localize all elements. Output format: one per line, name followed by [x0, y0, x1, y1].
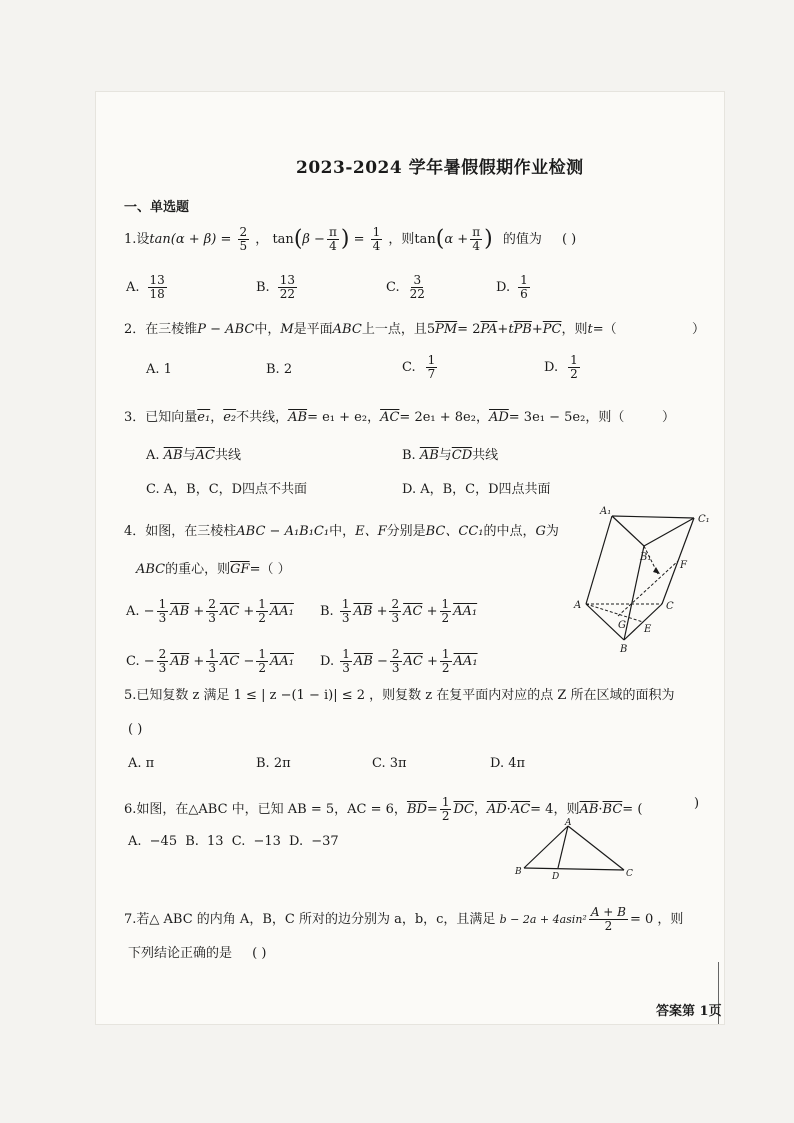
- q4-opt-c-s2: +: [193, 654, 205, 669]
- q4-opt-c-v1: $\overline{AB}$: [170, 654, 190, 669]
- q6-half: [440, 796, 452, 823]
- q1-pi-den-2: 4: [472, 239, 480, 253]
- q1-paren-close-2: ): [484, 226, 493, 252]
- q1-opt-a-num: 13: [149, 273, 165, 287]
- q4-opt-b-v3: AA₁: [453, 604, 478, 619]
- q2-m: M: [280, 322, 294, 337]
- q7-expr-a: b − 2a + 4asin²: [499, 913, 587, 926]
- q4-opt-b-f1: [340, 598, 352, 625]
- q3-stem-b: 不共线，: [236, 410, 289, 425]
- tri-label-a: A: [565, 818, 572, 828]
- q4-opt-a-f3: [256, 598, 268, 625]
- q4-opt-b-s3: +: [426, 604, 438, 619]
- q6-close-paren: ): [694, 796, 700, 811]
- q4-prism: ABC − A₁B₁C₁: [236, 524, 330, 539]
- q4-opt-a-v2: $\overline{AC}$: [219, 604, 240, 619]
- q4-opt-b-f1d: 3: [341, 611, 350, 625]
- q1-eq: =: [353, 232, 365, 247]
- q4-opt-a-label: A.: [126, 604, 140, 619]
- q1-b-inner: β −: [302, 232, 325, 247]
- q4-line1-c: 分别是: [386, 524, 426, 539]
- q3-vec-ad: $\overline{AD}$: [488, 410, 509, 425]
- q4-opt-c-f2n: 1: [208, 647, 216, 661]
- q3-vec-ac: $\overline{AC}$: [380, 410, 400, 425]
- q4-opt-c-f2: [206, 648, 218, 675]
- segment-a-d: [558, 826, 568, 868]
- q4-opt-d-f1d: 3: [342, 661, 350, 675]
- side-a-c: [568, 826, 624, 870]
- q2-stem-a: 2．在三棱锥: [124, 322, 198, 337]
- q3-option-c[interactable]: C. A，B，C，D四点不共面: [146, 482, 308, 497]
- q4-opt-d-f1: [340, 648, 352, 675]
- q3-opt-b-label: B.: [402, 448, 416, 463]
- tri-label-d: D: [552, 872, 560, 880]
- q2-opt-d-frac: [568, 354, 580, 381]
- q1-opt-b-frac: [278, 274, 297, 301]
- question-2-stem: [124, 322, 617, 338]
- q2-stem-f: =（: [592, 322, 617, 337]
- q4-opt-c-f3n: 1: [258, 647, 266, 661]
- q3-opt-a-tail: 共线: [214, 448, 241, 463]
- q4-opt-b-f3n: 1: [441, 597, 450, 611]
- triangle-figure: [512, 818, 642, 880]
- side-b-c: [524, 868, 624, 870]
- q3-ad-eq: = 3e₁ − 5e₂，则（: [508, 410, 625, 425]
- side-b-a: [524, 826, 568, 868]
- label-a: A: [574, 600, 582, 611]
- q6-sep: ，: [473, 802, 487, 817]
- q1-opt-c-num: 3: [413, 273, 422, 287]
- q2-option-d[interactable]: [544, 354, 582, 381]
- q4-option-a[interactable]: [126, 598, 294, 625]
- q4-line1-e: 为: [545, 524, 559, 539]
- q4-opt-b-f2: [389, 598, 401, 625]
- q3-ac-eq: = 2e₁ + 8e₂，: [399, 410, 489, 425]
- q4-opt-c-s3: −: [243, 654, 255, 669]
- label-c1: C₁: [698, 514, 710, 525]
- q7-expr-b: = 0: [629, 912, 654, 927]
- q1-a-inner: α +: [444, 232, 469, 247]
- q3-opt-b-tail: 共线: [472, 448, 499, 463]
- q6-stem-a: 6.如图，在△ABC 中，已知 AB = 5，AC = 6，: [124, 802, 407, 817]
- q1-opt-b-num: 13: [279, 273, 295, 287]
- q2-stem-b: 中，: [254, 322, 281, 337]
- q1-opt-d-frac: [518, 274, 530, 301]
- q4-opt-c-f1d: 3: [158, 661, 167, 675]
- q1-tan-b: tan: [272, 232, 294, 247]
- q1-pi-num: π: [328, 225, 337, 239]
- median-a-e: [586, 604, 643, 622]
- q4-g: G: [535, 524, 546, 539]
- q2-stem-d: 上一点，且: [361, 322, 427, 337]
- q3-option-a[interactable]: [146, 448, 241, 464]
- q5-answer-paren: ( ): [128, 722, 143, 737]
- q6-eq3: = (: [622, 802, 643, 817]
- q4-opt-a-f2n: 2: [208, 597, 216, 611]
- q1-opt-d-label: D.: [496, 280, 511, 295]
- q5-option-b[interactable]: B. 2π: [256, 756, 291, 771]
- q2-vec-pa: $\overline{PA}$: [480, 322, 498, 337]
- q1-paren-open: (: [293, 226, 303, 252]
- q4-opt-d-label: D.: [320, 654, 335, 669]
- q1-pi-num-2: π: [472, 225, 481, 239]
- q4-bc: BC、CC₁: [425, 524, 484, 539]
- q6-vec-ac: $\overline{AC}$: [510, 802, 531, 817]
- q1-frac-2-den: 4: [372, 239, 381, 253]
- q4-opt-a-v1: $\overline{AB}$: [170, 604, 190, 619]
- q2-stem-e: ，则: [561, 322, 588, 337]
- q4-opt-d-f3: [440, 648, 452, 675]
- q1-then: ，则: [388, 232, 415, 247]
- q2-stem-c: 是平面: [293, 322, 333, 337]
- q7-answer-paren: ( ): [252, 946, 267, 961]
- question-7-line-2: [128, 946, 266, 962]
- q4-opt-d-s3: +: [427, 654, 438, 669]
- q4-line1-a: 4．如图，在三棱柱: [124, 524, 237, 539]
- q2-opt-d-den: 2: [570, 367, 578, 381]
- q3-vec-e1: e₁: [197, 410, 211, 425]
- q4-opt-c-s1: −: [143, 654, 155, 669]
- question-5-stem: 5.已知复数 z 满足 1 ≤ | z −(1 − i)| ≤ 2 ，则复数 z 在复平面内对应的点 Z 所在区域的面积为: [124, 688, 675, 703]
- q4-opt-a-v3: AA₁: [269, 604, 294, 619]
- q1-opt-d-den: 6: [520, 287, 528, 301]
- q4-opt-a-f1: [157, 598, 169, 625]
- question-4-line-2: [136, 562, 291, 578]
- q4-opt-b-f3: [440, 598, 452, 625]
- q1-opt-b-den: 22: [279, 287, 295, 301]
- tri-label-b: B: [515, 867, 522, 877]
- q1-opt-a-frac: [148, 274, 167, 301]
- q7-stem-b: ，则: [657, 912, 684, 927]
- q1-pi-den: 4: [329, 239, 337, 253]
- tri-label-c: C: [626, 869, 633, 879]
- q4-opt-c-f3: [256, 648, 268, 675]
- q5-option-c[interactable]: C. 3π: [372, 756, 407, 771]
- q4-option-c[interactable]: [126, 648, 294, 675]
- q2-plus-2: +: [531, 322, 543, 337]
- q1-tail: 的值为: [502, 232, 542, 247]
- q1-opt-b-label: B.: [256, 280, 270, 295]
- q2-eq-b: = 2: [457, 322, 481, 337]
- q4-opt-c-label: C.: [126, 654, 140, 669]
- edge-b-c: [624, 604, 662, 640]
- label-c: C: [666, 601, 674, 612]
- question-7-line-1: [124, 906, 683, 933]
- q2-opt-c-label: C.: [402, 360, 416, 375]
- q4-opt-a-f3d: 2: [258, 611, 266, 625]
- question-4-line-1: [124, 524, 559, 540]
- edge-b1-c1: [644, 518, 694, 546]
- page-title: 2023-2024 学年暑假假期作业检测: [296, 158, 584, 178]
- q4-line1-d: 的中点，: [483, 524, 536, 539]
- q1-frac-1: [238, 226, 250, 253]
- q4-line1-b: 中，: [329, 524, 356, 539]
- label-g: G: [618, 620, 626, 631]
- q6-vec-ad: $\overline{AD}$: [486, 802, 507, 817]
- q2-pyramid: P − ABC: [197, 322, 255, 337]
- q3-stem: 3．已知向量: [124, 410, 198, 425]
- q3-option-d[interactable]: D. A，B，C，D四点共面: [402, 482, 551, 497]
- q1-option-b[interactable]: [256, 274, 299, 301]
- q3-opt-b-v1: $\overline{AB}$: [419, 448, 439, 463]
- q6-vec-bc: $\overline{BC}$: [602, 802, 623, 817]
- q3-option-b[interactable]: [402, 448, 498, 464]
- q4-opt-c-v3: AA₁: [269, 654, 294, 669]
- q1-frac-2: [371, 226, 383, 253]
- edge-a1-a: [586, 516, 612, 604]
- q2-t: t: [508, 322, 514, 337]
- q6-dot2: ·: [598, 802, 603, 817]
- q7-line2: 下列结论正确的是: [128, 946, 233, 961]
- q4-ef: E、F: [355, 524, 387, 539]
- q2-option-c[interactable]: [402, 354, 439, 381]
- arrow-mark: [653, 567, 660, 574]
- q6-half-num: 1: [441, 795, 450, 809]
- q4-opt-b-label: B.: [320, 604, 334, 619]
- q4-opt-d-f2d: 3: [391, 661, 400, 675]
- q4-opt-d-f2n: 2: [391, 647, 400, 661]
- q3-opt-a-v1: $\overline{AB}$: [163, 448, 183, 463]
- q4-opt-c-f1n: 2: [158, 647, 167, 661]
- q5-option-a[interactable]: A. π: [128, 756, 155, 771]
- page-footer: 答案第 1页: [656, 1004, 722, 1019]
- q4-opt-a-s3: +: [243, 604, 255, 619]
- q2-t-2: t: [587, 322, 593, 337]
- q1-frac-1-num: 2: [239, 225, 248, 239]
- q6-vec-dc: $\overline{DC}$: [453, 802, 474, 817]
- q1-frac-2-num: 1: [372, 225, 381, 239]
- q4-opt-d-v3: AA₁: [453, 654, 478, 669]
- question-1-stem: [124, 226, 576, 253]
- label-b1: B₁: [640, 552, 652, 563]
- label-b: B: [620, 644, 628, 654]
- q4-option-b[interactable]: [320, 598, 477, 625]
- q1-paren-open-2: (: [435, 226, 445, 252]
- label-e: E: [644, 624, 652, 635]
- q4-opt-a-f1d: 3: [158, 611, 167, 625]
- q4-option-d[interactable]: [320, 648, 478, 675]
- q4-opt-a-f2: [206, 598, 218, 625]
- q4-opt-b-f1n: 1: [341, 597, 350, 611]
- q2-coef-5: 5: [426, 322, 436, 337]
- q4-opt-a-s1: −: [143, 604, 155, 619]
- q1-opt-a-den: 18: [149, 287, 165, 301]
- q4-opt-d-v1: $\overline{AB}$: [353, 654, 373, 669]
- q3-vec-e2: e₂: [223, 410, 237, 425]
- edge-a1-c1: [612, 516, 694, 518]
- q1-paren-close: ): [340, 226, 350, 252]
- q1-option-c[interactable]: [386, 274, 429, 301]
- q4-opt-b-f2d: 3: [391, 611, 400, 625]
- q2-abc: ABC: [332, 322, 362, 337]
- q4-opt-a-f3n: 1: [258, 597, 266, 611]
- q2-option-b[interactable]: B. 2: [266, 362, 293, 377]
- q4-opt-b-v1: $\overline{AB}$: [353, 604, 373, 619]
- q1-pi-frac: [327, 226, 339, 253]
- prism-figure: [570, 504, 720, 654]
- q4-opt-b-s2: +: [376, 604, 388, 619]
- q4-opt-d-s2: −: [376, 654, 388, 669]
- q4-vec-gf: $\overline{GF}$: [230, 562, 250, 577]
- q1-opt-a-label: A.: [126, 280, 140, 295]
- q6-vec-ab: $\overline{AB}$: [579, 802, 599, 817]
- q3-ab-eq: = e₁ + e₂，: [307, 410, 381, 425]
- q4-opt-a-f1n: 1: [158, 597, 167, 611]
- q3-vec-ab: $\overline{AB}$: [288, 410, 308, 425]
- q4-opt-d-f2: [390, 648, 402, 675]
- q2-opt-c-frac: [426, 354, 438, 381]
- q4-opt-d-f3n: 1: [441, 647, 450, 661]
- q4-opt-d-v2: $\overline{AC}$: [403, 654, 423, 669]
- q7-frac: [589, 906, 628, 933]
- q3-opt-b-mid: 与: [438, 448, 452, 463]
- q4-opt-a-f2d: 3: [208, 611, 216, 625]
- q1-sep: ，: [255, 232, 269, 247]
- q6-eq2: = 4，则: [530, 802, 580, 817]
- q4-opt-c-f3d: 2: [258, 661, 266, 675]
- q4-opt-c-v2: $\overline{AC}$: [219, 654, 240, 669]
- q4-opt-c-f2d: 3: [208, 661, 216, 675]
- q4-opt-b-f2n: 2: [391, 597, 400, 611]
- q6-options[interactable]: A. −45 B. 13 C. −13 D. −37: [128, 834, 339, 849]
- q6-dot1: ·: [506, 802, 511, 817]
- q7-frac-num: A + B: [590, 905, 626, 919]
- q4-opt-b-f3d: 2: [441, 611, 450, 625]
- q1-option-d[interactable]: [496, 274, 532, 301]
- q1-opt-d-num: 1: [520, 273, 528, 287]
- q2-vec-pm: $\overline{PM}$: [435, 322, 458, 337]
- q7-frac-den: 2: [604, 919, 613, 933]
- label-f: F: [680, 560, 687, 571]
- q5-option-d[interactable]: D. 4π: [490, 756, 526, 771]
- q1-pi-frac-2: [470, 226, 482, 253]
- q2-opt-c-den: 7: [427, 367, 436, 381]
- q1-answer-paren: ( ): [561, 232, 577, 247]
- question-3-stem: [124, 410, 624, 426]
- q1-frac-1-den: 5: [239, 239, 248, 253]
- q2-opt-d-label: D.: [544, 360, 559, 375]
- q2-opt-d-num: 1: [570, 353, 578, 367]
- q7-stem-a: 7.若△ ABC 的内角 A，B，C 所对的边分别为 a，b，c，且满足: [124, 912, 496, 927]
- q6-vec-bd: $\overline{BD}$: [406, 802, 427, 817]
- q3-comma: ，: [210, 410, 224, 425]
- q1-opt-c-label: C.: [386, 280, 400, 295]
- q4-opt-d-f3d: 2: [441, 661, 450, 675]
- q4-line2-a: ABC: [136, 562, 166, 577]
- q2-vec-pc: $\overline{PC}$: [542, 322, 562, 337]
- q1-opt-c-den: 22: [409, 287, 425, 301]
- q4-line2-c: =（ ）: [249, 562, 291, 577]
- q1-tan-ab: tan(α + β) =: [149, 232, 232, 247]
- q4-opt-c-f1: [157, 648, 169, 675]
- q2-vec-pb: $\overline{PB}$: [513, 322, 532, 337]
- q3-opt-a-mid: 与: [182, 448, 196, 463]
- q2-opt-c-num: 1: [427, 353, 436, 367]
- q6-half-den: 2: [441, 809, 450, 823]
- q4-opt-d-f1n: 1: [342, 647, 350, 661]
- q3-close-paren: ）: [662, 410, 676, 425]
- q1-opt-c-frac: [408, 274, 427, 301]
- q4-opt-b-v2: $\overline{AC}$: [403, 604, 423, 619]
- edge-a1-b1: [612, 516, 644, 546]
- label-a1: A₁: [600, 506, 612, 517]
- q4-opt-a-s2: +: [193, 604, 205, 619]
- q2-option-a[interactable]: A. 1: [146, 362, 172, 377]
- section-heading: 一、单选题: [124, 200, 190, 215]
- q3-opt-a-v2: $\overline{AC}$: [195, 448, 215, 463]
- q1-option-a[interactable]: [126, 274, 169, 301]
- q1-lead: 1.设: [124, 232, 150, 247]
- q1-tan-a: tan: [414, 232, 436, 247]
- q2-close-paren: ）: [692, 322, 706, 337]
- q2-plus-1: +: [497, 322, 509, 337]
- q3-opt-a-label: A.: [146, 448, 160, 463]
- q3-opt-b-v2: $\overline{CD}$: [451, 448, 473, 463]
- q4-line2-b: 的重心，则: [165, 562, 231, 577]
- q6-eq1: =: [426, 802, 438, 817]
